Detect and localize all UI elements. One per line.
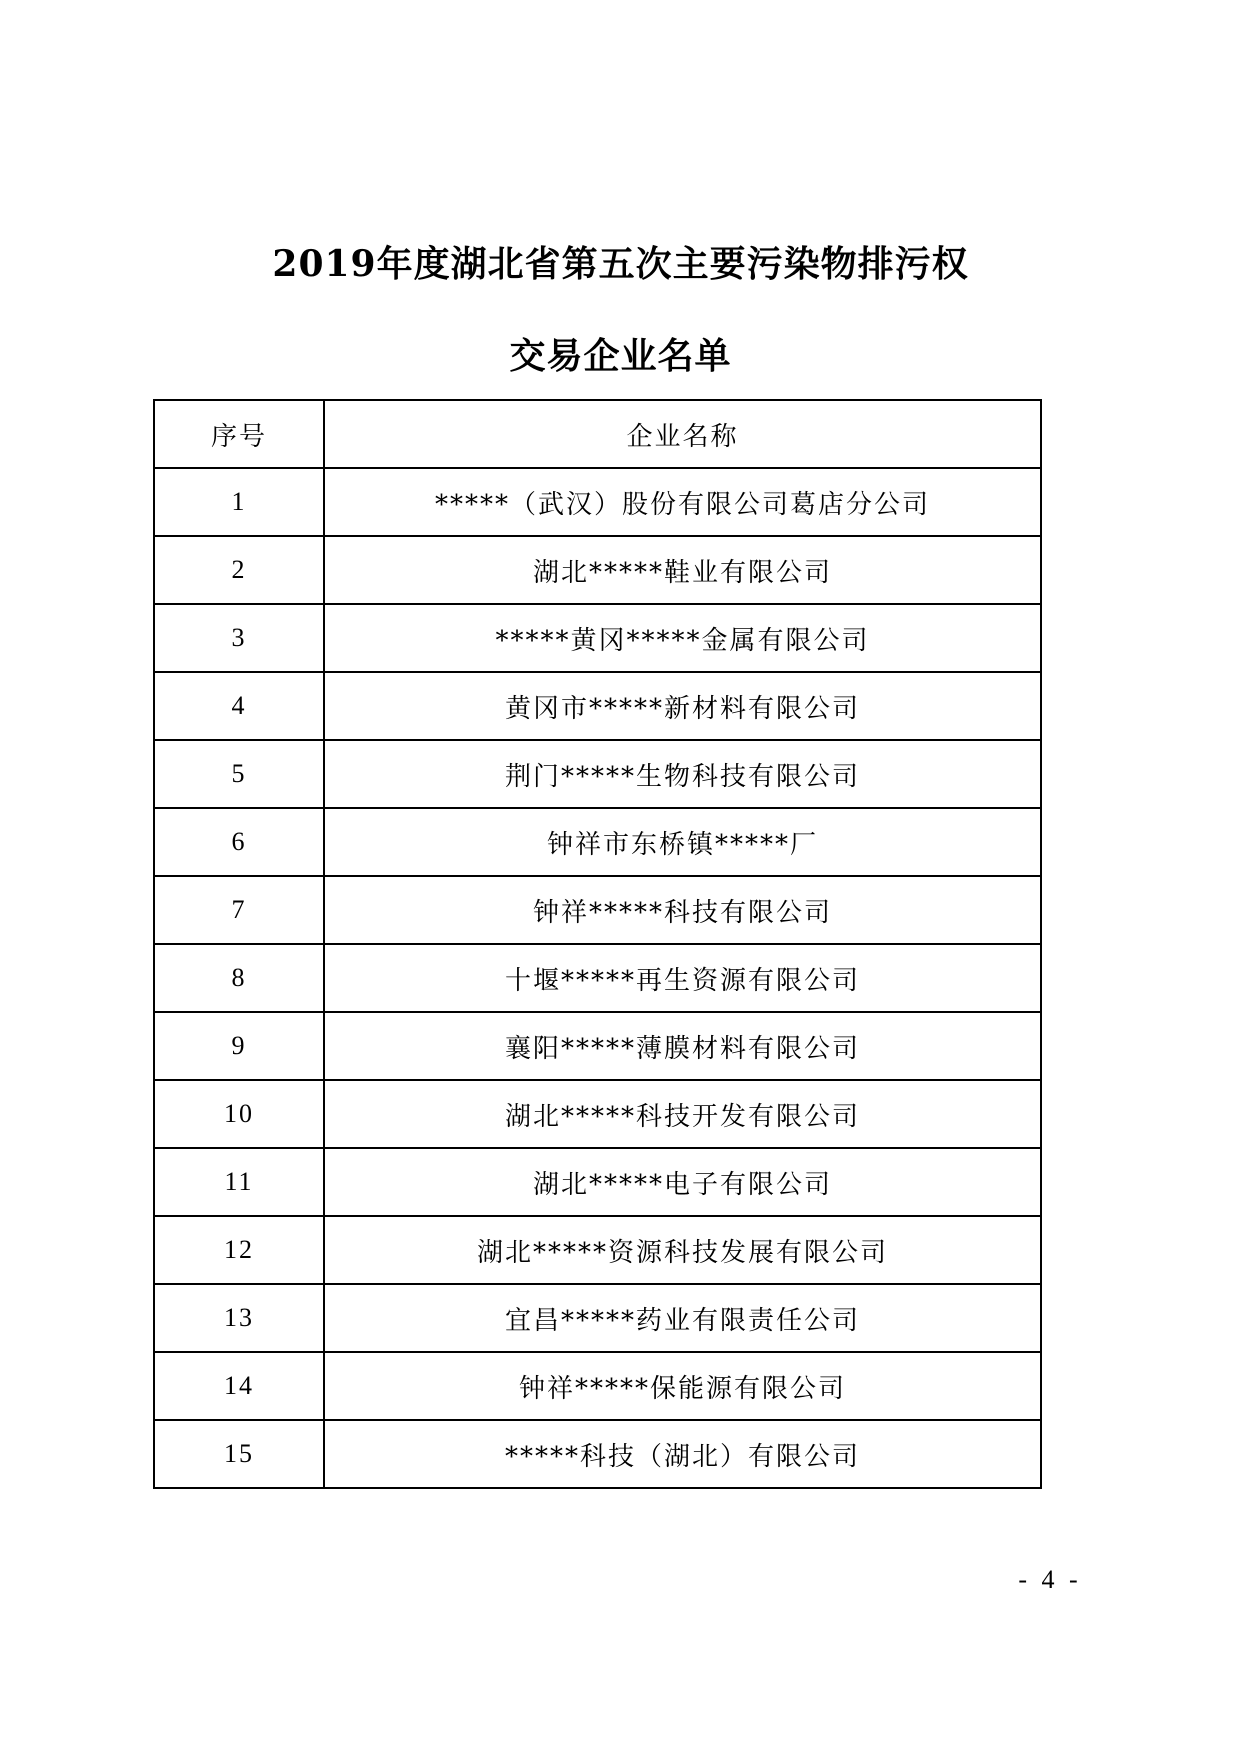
table-row [154,1352,1041,1420]
table-row [154,468,1041,536]
table-row [154,740,1041,808]
enterprise-name: 十堰*****再生资源有限公司 [324,944,1041,1012]
enterprise-name: 黄冈市*****新材料有限公司 [324,672,1041,740]
enterprise-name: 钟祥*****保能源有限公司 [324,1352,1041,1420]
table-header-row [154,400,1041,468]
page-number: - 4 - [1018,1565,1082,1594]
enterprise-name: 钟祥*****科技有限公司 [324,876,1041,944]
enterprise-name: 宜昌*****药业有限责任公司 [324,1284,1041,1352]
row-number: 15 [154,1420,324,1488]
table-row [154,536,1041,604]
table-row [154,1012,1041,1080]
table-row [154,1284,1041,1352]
row-number: 9 [154,1012,324,1080]
row-number: 4 [154,672,324,740]
table-row [154,1080,1041,1148]
table-row [154,944,1041,1012]
document-title-line-1: 2019年度湖北省第五次主要污染物排污权 [272,243,969,285]
table-row [154,672,1041,740]
table-row [154,876,1041,944]
table-row [154,1148,1041,1216]
row-number: 12 [154,1216,324,1284]
enterprise-name: *****黄冈*****金属有限公司 [324,604,1041,672]
table-row [154,604,1041,672]
row-number: 14 [154,1352,324,1420]
enterprise-name: 湖北*****电子有限公司 [324,1148,1041,1216]
row-number: 13 [154,1284,324,1352]
header-enterprise-name: 企业名称 [324,400,1041,468]
table-row [154,1216,1041,1284]
header-number: 序号 [154,400,324,468]
row-number: 6 [154,808,324,876]
enterprise-name: 襄阳*****薄膜材料有限公司 [324,1012,1041,1080]
enterprise-name: 湖北*****科技开发有限公司 [324,1080,1041,1148]
enterprise-name: 钟祥市东桥镇*****厂 [324,808,1041,876]
row-number: 2 [154,536,324,604]
enterprise-name: 湖北*****鞋业有限公司 [324,536,1041,604]
row-number: 8 [154,944,324,1012]
row-number: 7 [154,876,324,944]
enterprise-name: *****科技（湖北）有限公司 [324,1420,1041,1488]
enterprise-name: 湖北*****资源科技发展有限公司 [324,1216,1041,1284]
row-number: 11 [154,1148,324,1216]
row-number: 5 [154,740,324,808]
enterprise-list-table [153,399,1042,1489]
table-row [154,1420,1041,1488]
row-number: 3 [154,604,324,672]
document-title-line-2: 交易企业名单 [509,335,732,377]
row-number: 1 [154,468,324,536]
enterprise-name: *****（武汉）股份有限公司葛店分公司 [324,468,1041,536]
row-number: 10 [154,1080,324,1148]
enterprise-name: 荆门*****生物科技有限公司 [324,740,1041,808]
table-row [154,808,1041,876]
